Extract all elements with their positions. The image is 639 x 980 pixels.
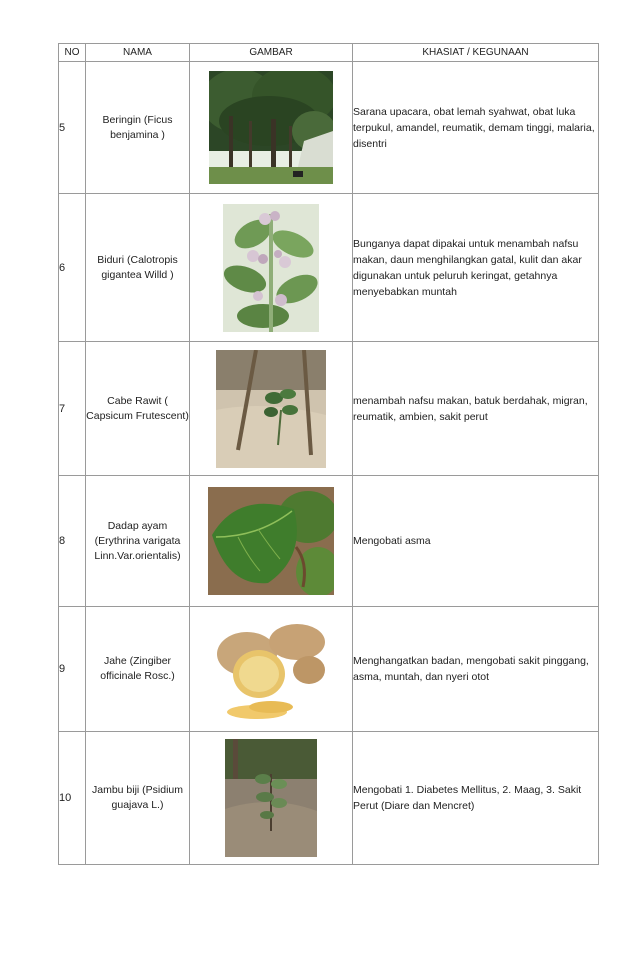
banyan-tree-photo — [209, 71, 333, 184]
table-row — [59, 194, 599, 342]
medicinal-plants-table — [58, 43, 599, 865]
plant-benefit: Mengobati 1. Diabetes Mellitus, 2. Maag, 3. Sakit Perut (Diare dan Mencret) — [353, 732, 599, 865]
plant-benefit: Mengobati asma — [353, 476, 599, 607]
header-nama: NAMA — [86, 44, 190, 62]
plant-image-cell — [190, 62, 353, 194]
row-number: 9 — [59, 607, 86, 732]
row-number: 10 — [59, 732, 86, 865]
guava-seedling-photo — [225, 739, 317, 857]
plant-image-cell — [190, 194, 353, 342]
plant-benefit: Menghangatkan badan, mengobati sakit pinggang, asma, muntah, dan nyeri otot — [353, 607, 599, 732]
table-row — [59, 607, 599, 732]
plant-image-cell — [190, 732, 353, 865]
table-row — [59, 62, 599, 194]
plant-image-cell — [190, 476, 353, 607]
plant-benefit: menambah nafsu makan, batuk berdahak, migran, reumatik, ambien, sakit perut — [353, 342, 599, 476]
plant-benefit: Bunganya dapat dipakai untuk menambah nafsu makan, daun menghilangkan gatal, kulit dan akar digunakan untuk peluruh keringat, getahnya menyebabkan muntah — [353, 194, 599, 342]
plant-name: Beringin (Ficus benjamina ) — [86, 62, 190, 194]
plant-name: Biduri (Calotropis gigantea Willd ) — [86, 194, 190, 342]
plant-name: Dadap ayam (Erythrina varigata Linn.Var.orientalis) — [86, 476, 190, 607]
plant-image-cell — [190, 342, 353, 476]
plant-image-cell — [190, 607, 353, 732]
header-khasiat: KHASIAT / KEGUNAAN — [353, 44, 599, 62]
row-number: 8 — [59, 476, 86, 607]
plant-benefit: Sarana upacara, obat lemah syahwat, obat luka terpukul, amandel, reumatik, demam tinggi, malaria, disentri — [353, 62, 599, 194]
row-number: 6 — [59, 194, 86, 342]
row-number: 7 — [59, 342, 86, 476]
plant-name: Cabe Rawit ( Capsicum Frutescent) — [86, 342, 190, 476]
table-row — [59, 476, 599, 607]
table-row — [59, 732, 599, 865]
table-header-row — [59, 44, 599, 62]
dadap-leaf-photo — [208, 487, 334, 595]
header-no: NO — [59, 44, 86, 62]
chili-seedling-photo — [216, 350, 326, 468]
plant-name: Jahe (Zingiber officinale Rosc.) — [86, 607, 190, 732]
plant-name: Jambu biji (Psidium guajava L.) — [86, 732, 190, 865]
row-number: 5 — [59, 62, 86, 194]
calotropis-flower-photo — [223, 204, 319, 332]
header-gambar: GAMBAR — [190, 44, 353, 62]
table-row — [59, 342, 599, 476]
ginger-root-photo — [209, 612, 333, 726]
